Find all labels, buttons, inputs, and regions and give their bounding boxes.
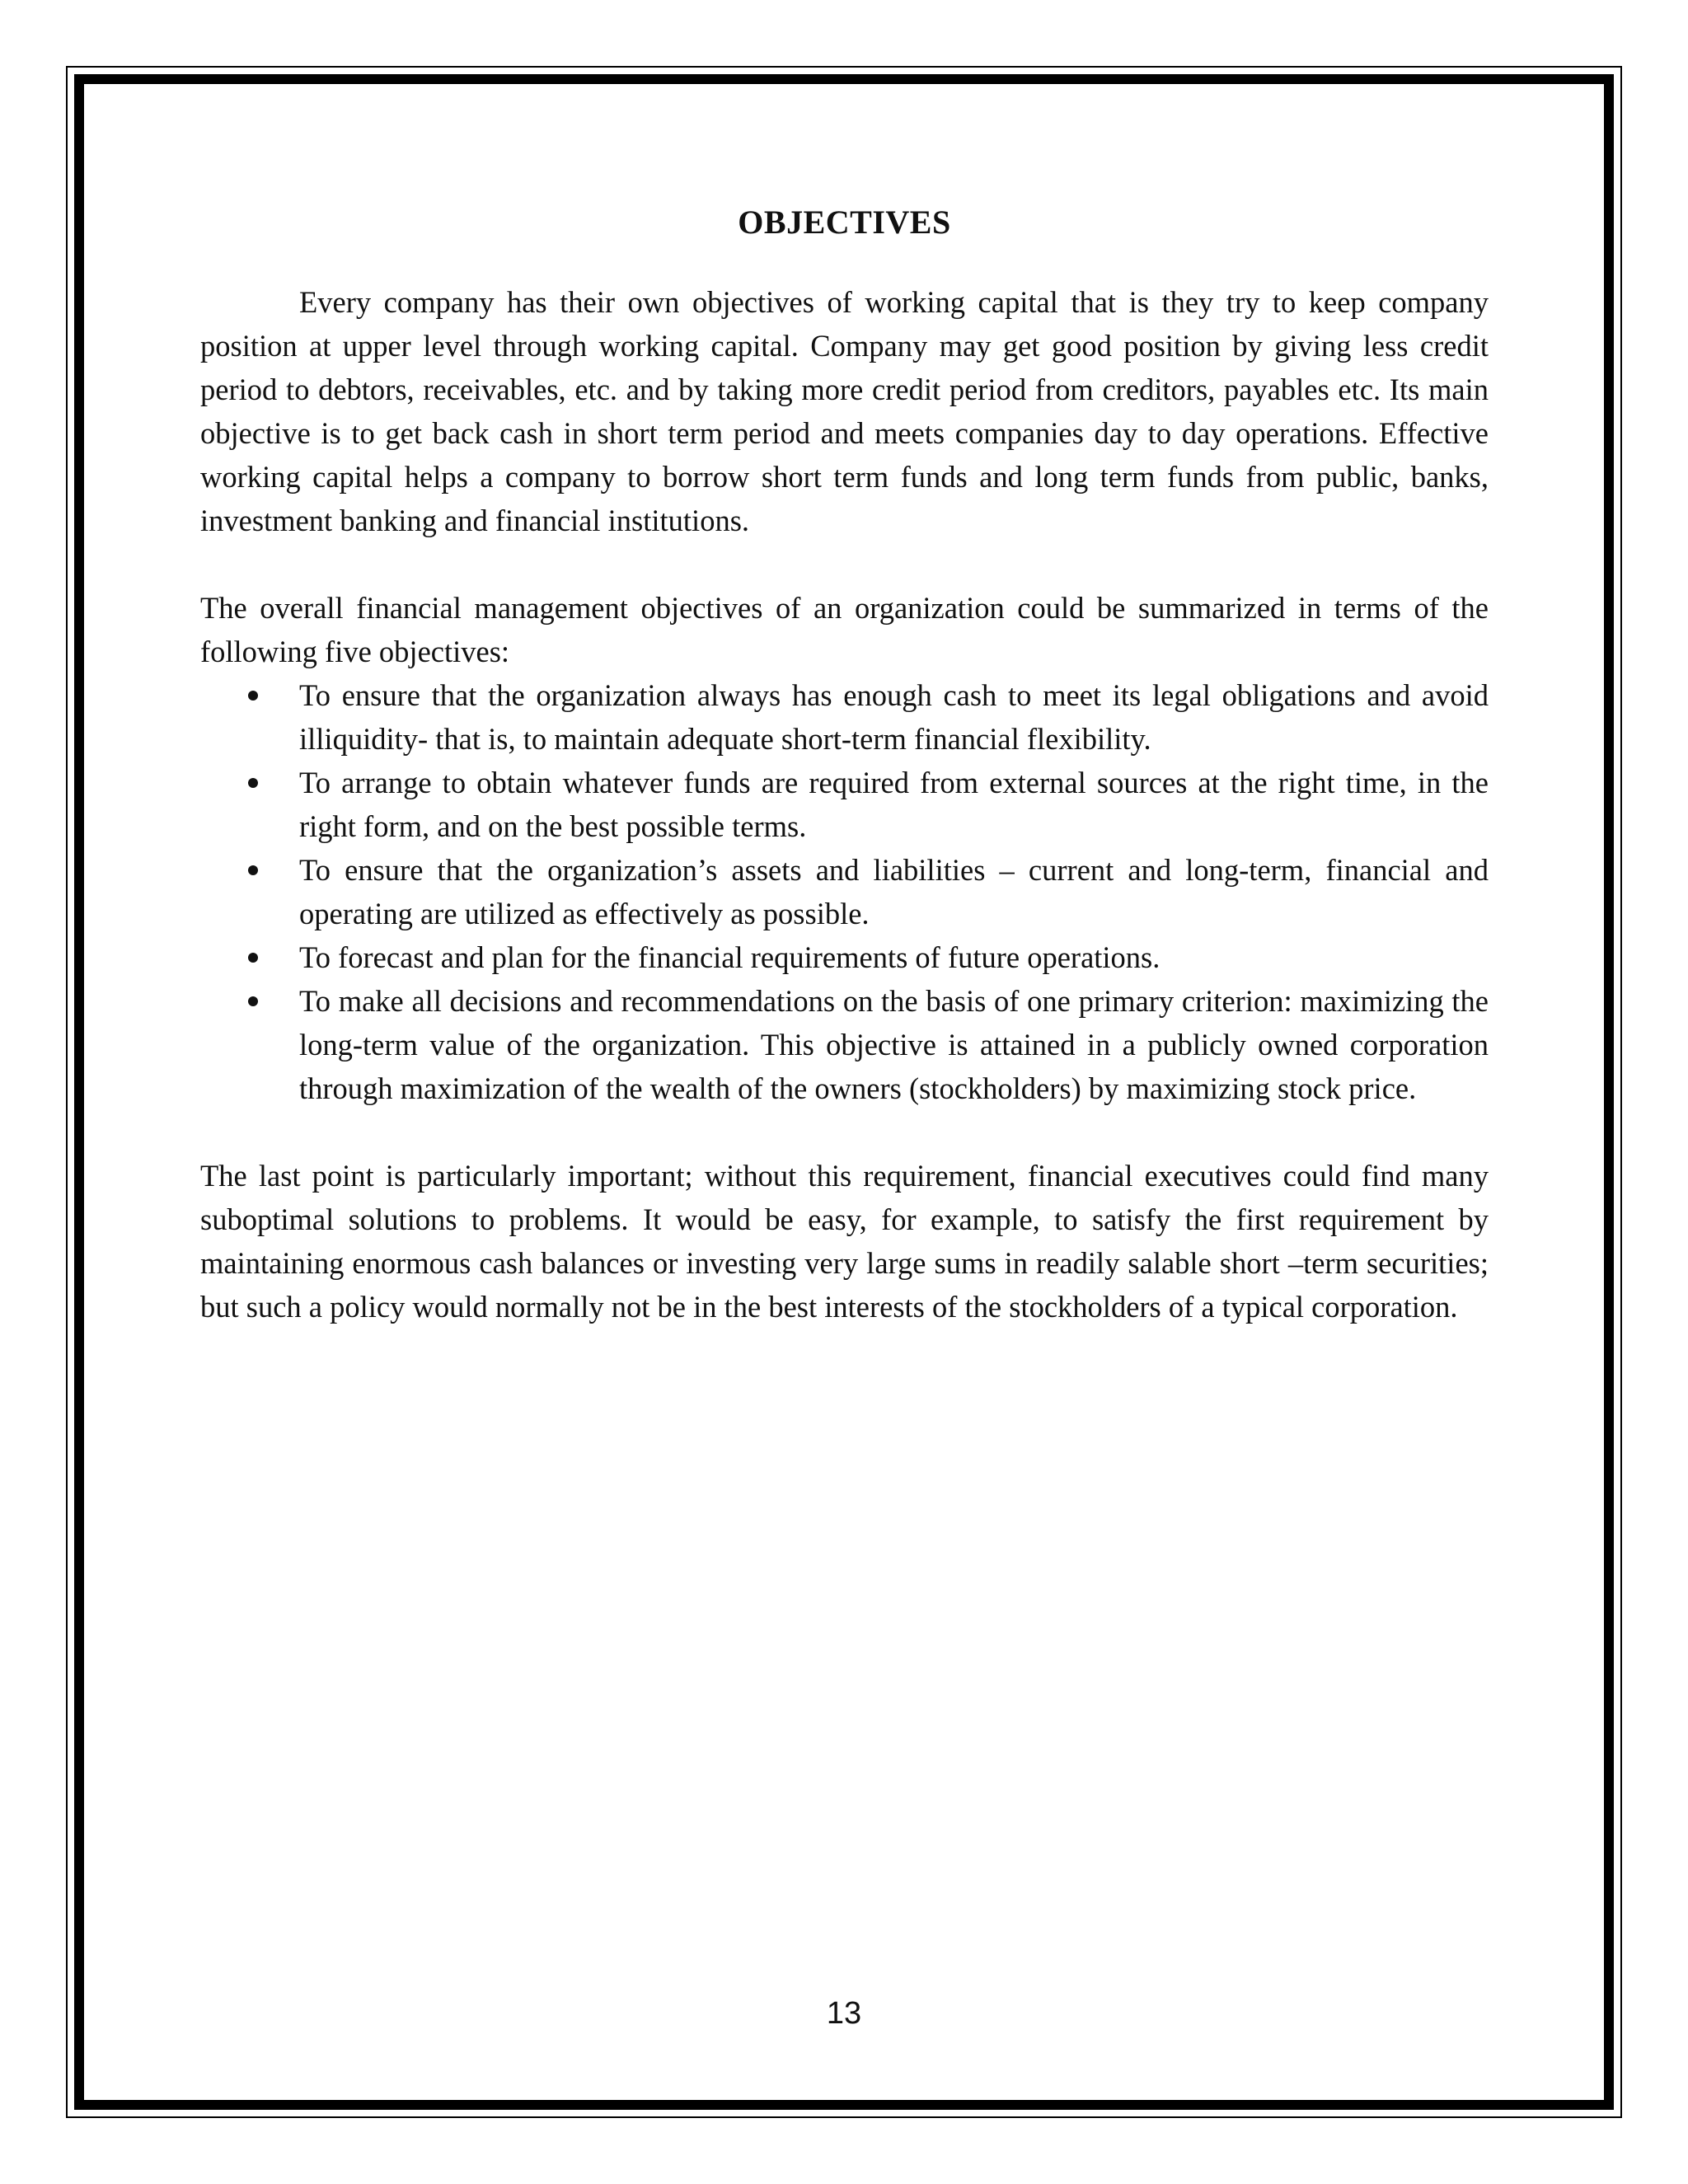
page-title: OBJECTIVES bbox=[738, 204, 951, 241]
objectives-lead-paragraph: The overall financial management objectives of an organization could be summarized in terms of the following five objectives: bbox=[200, 591, 1489, 668]
list-item-text: To make all decisions and recommendations on the basis of one primary criterion: maximizing the long-term value of the organization. This objective is attained in a publicly owned corporation through maximization of the wealth of the owners (stockholders) by maximizing stock price. bbox=[299, 984, 1489, 1105]
paragraph-spacer bbox=[200, 1110, 1489, 1154]
intro-paragraph: Every company has their own objectives of working capital that is they try to keep company position at upper level through working capital. Company may get good position by giving less credit period to debtors, receivables, etc. and by taking more credit period from creditors, payables etc. Its main objective is to get back cash in short term period and meets companies day to day operations. Effective working capital helps a company to borrow short term funds and long term funds from public, banks, investment banking and financial institutions. bbox=[200, 285, 1489, 537]
bullet-icon bbox=[248, 996, 258, 1006]
paragraph-spacer bbox=[200, 542, 1489, 586]
bullet-icon bbox=[248, 691, 258, 701]
bullet-icon bbox=[248, 778, 258, 788]
list-item-text: To ensure that the organization always has enough cash to meet its legal obligations and avoid illiquidity- that is, to maintain adequate short-term financial flexibility. bbox=[299, 678, 1489, 756]
closing-paragraph: The last point is particularly important; without this requirement, financial executives could find many suboptimal solutions to problems. It would be easy, for example, to satisfy the first requirement by maintaining enormous cash balances or investing very large sums in readily salable short –term securities; but such a policy would normally not be in the best interests of the stockholders of a typical corporation. bbox=[200, 1159, 1489, 1324]
list-item bbox=[200, 673, 1489, 761]
list-item bbox=[200, 935, 1489, 979]
list-item-text: To ensure that the organization’s assets and liabilities – current and long-term, financial and operating are utilized as effectively as possible. bbox=[299, 853, 1489, 930]
bullet-icon bbox=[248, 953, 258, 963]
bullet-icon bbox=[248, 865, 258, 875]
list-item bbox=[200, 761, 1489, 848]
list-item-text: To arrange to obtain whatever funds are required from external sources at the right time, in the right form, and on the best possible terms. bbox=[299, 766, 1489, 843]
list-item bbox=[200, 979, 1489, 1110]
document-body bbox=[200, 198, 1489, 1329]
list-item-text: To forecast and plan for the financial requirements of future operations. bbox=[299, 940, 1160, 974]
page-number: 13 bbox=[826, 1996, 862, 2031]
list-item bbox=[200, 848, 1489, 935]
objectives-list bbox=[200, 673, 1489, 1110]
